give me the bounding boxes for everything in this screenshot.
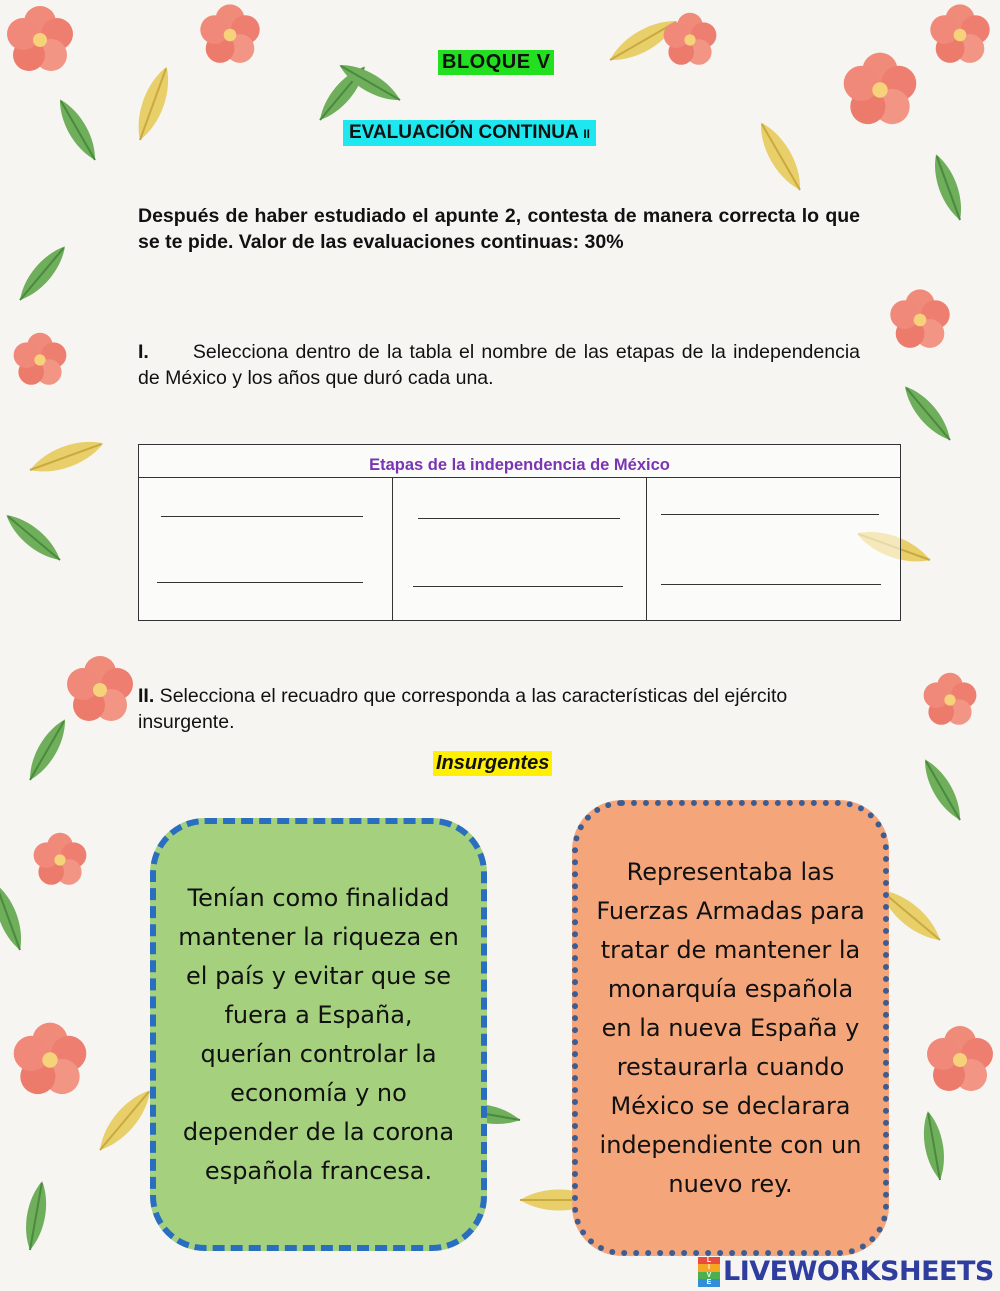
live-badge-icon	[698, 1257, 720, 1287]
question-2-text: Selecciona el recuadro que corresponda a las características del ejército insurgente.	[138, 685, 788, 733]
stage-3-name-blank[interactable]	[661, 514, 879, 515]
stage-2-name-blank[interactable]	[418, 518, 620, 519]
question-1-text: Selecciona dentro de la tabla el nombre de las etapas de la independencia de México y los años que duró cada una.	[138, 341, 860, 389]
option-card-left-text: Tenían como finalidad mantener la riqueza en el país y evitar que se fuera a España, querían controlar la economía y no depender de la corona española francesa.	[178, 883, 459, 1185]
block-title: BLOQUE V	[438, 50, 554, 75]
question-1	[138, 339, 860, 391]
instructions-text: Después de haber estudiado el apunte 2, contesta de manera correcta lo que se te pide. Valor de las evaluaciones continuas: 30%	[138, 205, 860, 253]
stage-3-years-blank[interactable]	[661, 584, 881, 585]
question-1-number: I.	[138, 341, 149, 363]
stages-table	[138, 444, 901, 621]
live-badge-i: I	[698, 1264, 720, 1272]
question-2	[138, 683, 860, 735]
option-card-right-text: Representaba las Fuerzas Armadas para tratar de mantener la monarquía española en la nueva España y restaurarla cuando México se declarara independiente con un nuevo rey.	[596, 857, 865, 1198]
brand-name: LIVEWORKSHEETS	[723, 1256, 994, 1287]
live-badge-e: E	[698, 1279, 720, 1287]
evaluation-title-suffix: II	[583, 127, 591, 141]
stages-table-title: Etapas de la independencia de México	[139, 445, 900, 478]
question-2-number: II.	[138, 685, 155, 707]
stage-1-years-blank[interactable]	[157, 582, 363, 583]
evaluation-title	[343, 120, 596, 146]
stage-1-name-blank[interactable]	[161, 516, 363, 517]
insurgents-subtitle: Insurgentes	[433, 751, 552, 776]
liveworksheets-logo	[698, 1256, 994, 1287]
option-card-left[interactable]	[150, 818, 487, 1251]
stage-2-years-blank[interactable]	[413, 586, 623, 587]
evaluation-title-text: EVALUACIÓN CONTINUA	[349, 122, 579, 143]
live-badge-l: L	[698, 1257, 720, 1265]
stage-cell-3	[647, 478, 900, 620]
option-card-right[interactable]	[572, 800, 889, 1256]
stage-cell-2	[393, 478, 647, 620]
live-badge-v: V	[698, 1272, 720, 1280]
stage-cell-1	[139, 478, 393, 620]
